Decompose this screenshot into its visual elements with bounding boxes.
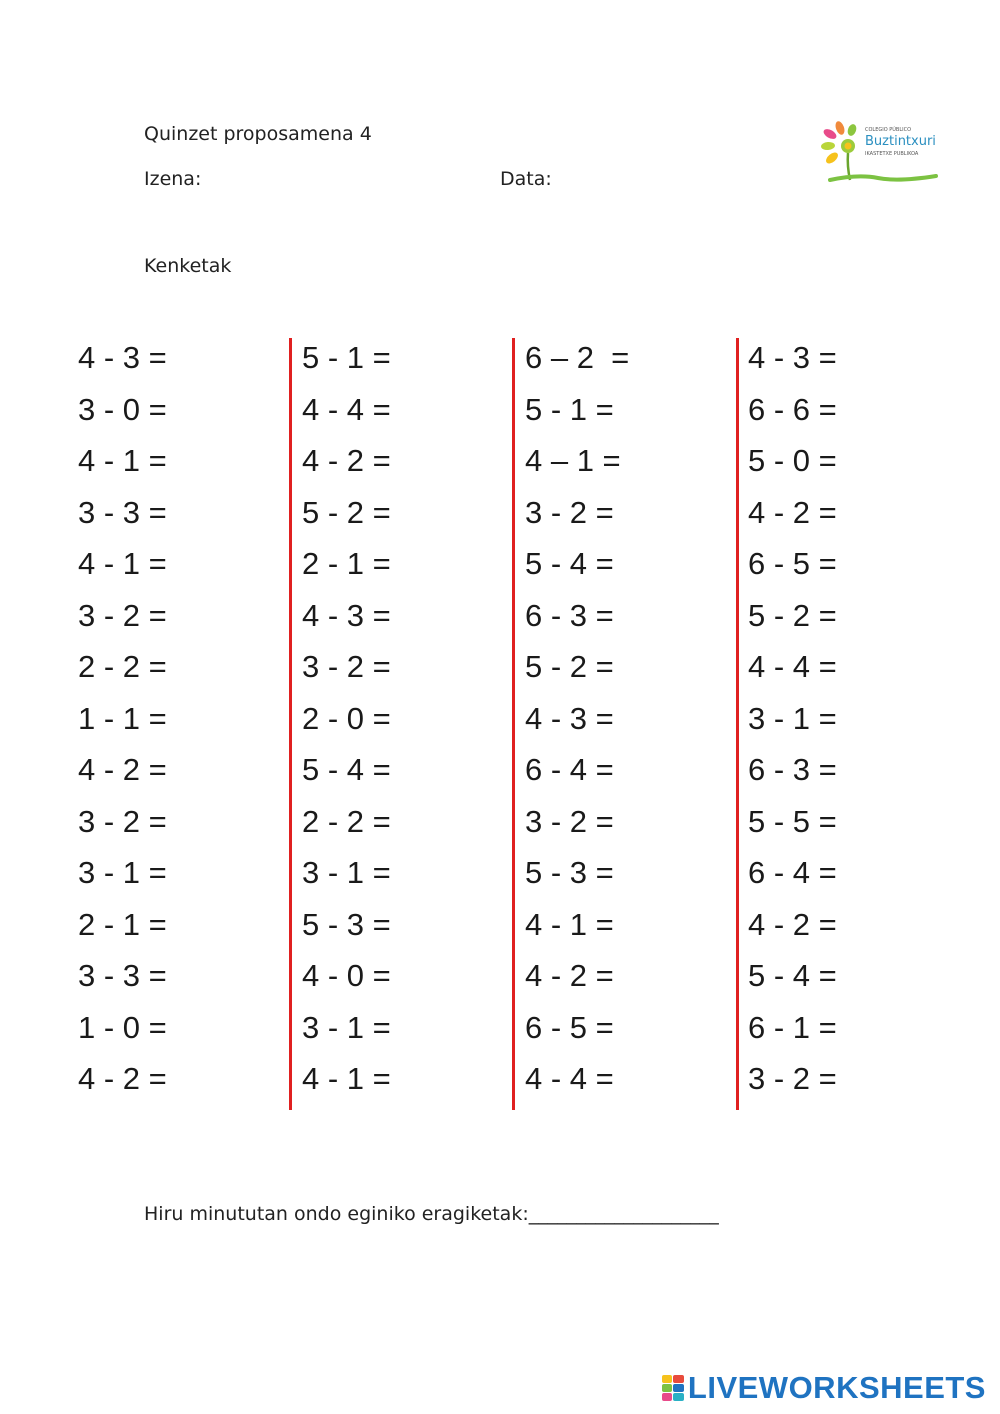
exercise-item: 5 - 3 = [302, 906, 391, 942]
exercise-item: 3 - 1 = [78, 855, 167, 890]
exercise-item: 4 - 1 = [525, 906, 614, 942]
exercise-item: 5 - 4 = [748, 958, 837, 993]
exercise-item: 5 - 1 = [302, 340, 391, 375]
liveworksheets-brand [662, 1370, 986, 1406]
worksheet-title: Quinzet proposamena 4 [144, 123, 372, 145]
column-separator [289, 338, 292, 1110]
column-separator [736, 338, 739, 1110]
exercise-item: 4 - 3 = [525, 700, 614, 736]
exercise-item: 2 - 1 = [78, 906, 167, 942]
exercise-item: 4 - 2 = [302, 443, 391, 478]
exercise-item: 3 - 2 = [78, 597, 167, 633]
exercise-item: 4 - 1 = [78, 546, 167, 581]
exercise-item: 6 - 4 = [748, 855, 837, 890]
exercise-item: 6 - 5 = [748, 546, 837, 581]
exercise-item: 4 - 2 = [78, 1061, 167, 1096]
column-separator [512, 338, 515, 1110]
exercise-item: 6 - 4 = [525, 752, 614, 787]
exercise-item: 4 - 3 = [302, 597, 391, 633]
exercise-item: 4 - 0 = [302, 958, 391, 993]
exercise-item: 3 - 2 = [748, 1061, 837, 1096]
exercise-item: 6 - 3 = [525, 597, 614, 633]
exercise-item: 5 - 0 = [748, 443, 837, 478]
exercise-item: 4 – 1 = [525, 443, 621, 478]
exercise-item: 5 - 5 = [748, 803, 837, 839]
exercise-column-3 [525, 337, 745, 1110]
exercise-item: 3 - 3 = [78, 958, 167, 993]
exercise-item: 6 – 2 = [525, 340, 630, 375]
exercise-item: 1 - 1 = [78, 700, 167, 736]
exercise-item: 4 - 3 = [748, 340, 837, 375]
exercise-item: 4 - 2 = [748, 494, 837, 530]
exercise-item: 2 - 2 = [302, 803, 391, 839]
exercise-item: 5 - 2 = [302, 494, 391, 530]
exercise-column-1 [78, 337, 298, 1110]
exercise-item: 3 - 3 = [78, 494, 167, 530]
brand-name: LIVEWORKSHEETS [687, 1370, 986, 1405]
date-label: Data: [500, 168, 552, 190]
exercise-item: 3 - 2 = [525, 803, 614, 839]
exercise-item: 5 - 4 = [302, 752, 391, 787]
logo-name: Buztintxuri [865, 134, 936, 149]
exercise-item: 3 - 1 = [302, 1009, 391, 1045]
exercise-item: 6 - 6 = [748, 391, 837, 427]
exercise-item: 4 - 2 = [78, 752, 167, 787]
exercise-item: 3 - 2 = [302, 649, 391, 684]
exercise-item: 5 - 4 = [525, 546, 614, 581]
exercise-item: 4 - 4 = [302, 391, 391, 427]
logo-top-text: COLEGIO PÚBLICO [865, 127, 912, 133]
exercise-item: 3 - 0 = [78, 391, 167, 427]
exercise-item: 3 - 1 = [302, 855, 391, 890]
logo-bottom-text: IKASTETXE PUBLIKOA [865, 151, 919, 157]
exercise-item: 1 - 0 = [78, 1009, 167, 1045]
exercise-item: 2 - 1 = [302, 546, 391, 581]
section-heading: Kenketak [144, 255, 232, 277]
score-line: Hiru minututan ondo eginiko eragiketak:____________________ [144, 1203, 719, 1225]
exercise-item: 4 - 4 = [525, 1061, 614, 1096]
exercise-item: 5 - 2 = [525, 649, 614, 684]
exercise-item: 3 - 2 = [525, 494, 614, 530]
exercise-column-2 [302, 337, 522, 1110]
exercise-item: 2 - 2 = [78, 649, 167, 684]
exercise-column-4 [748, 337, 968, 1110]
exercise-item: 2 - 0 = [302, 700, 391, 736]
exercise-item: 4 - 1 = [78, 443, 167, 478]
exercise-item: 6 - 1 = [748, 1009, 837, 1045]
exercise-item: 6 - 5 = [525, 1009, 614, 1045]
exercise-item: 4 - 3 = [78, 340, 167, 375]
exercise-item: 5 - 2 = [748, 597, 837, 633]
exercise-item: 4 - 4 = [748, 649, 837, 684]
exercise-item: 5 - 3 = [525, 855, 614, 890]
exercise-item: 3 - 1 = [748, 700, 837, 736]
exercise-item: 4 - 2 = [748, 906, 837, 942]
exercise-item: 3 - 2 = [78, 803, 167, 839]
exercise-item: 4 - 2 = [525, 958, 614, 993]
exercise-item: 4 - 1 = [302, 1061, 391, 1096]
school-logo [818, 118, 938, 190]
name-label: Izena: [144, 168, 202, 190]
liveworksheets-logo-icon [662, 1375, 684, 1401]
exercise-item: 6 - 3 = [748, 752, 837, 787]
exercise-item: 5 - 1 = [525, 391, 614, 427]
